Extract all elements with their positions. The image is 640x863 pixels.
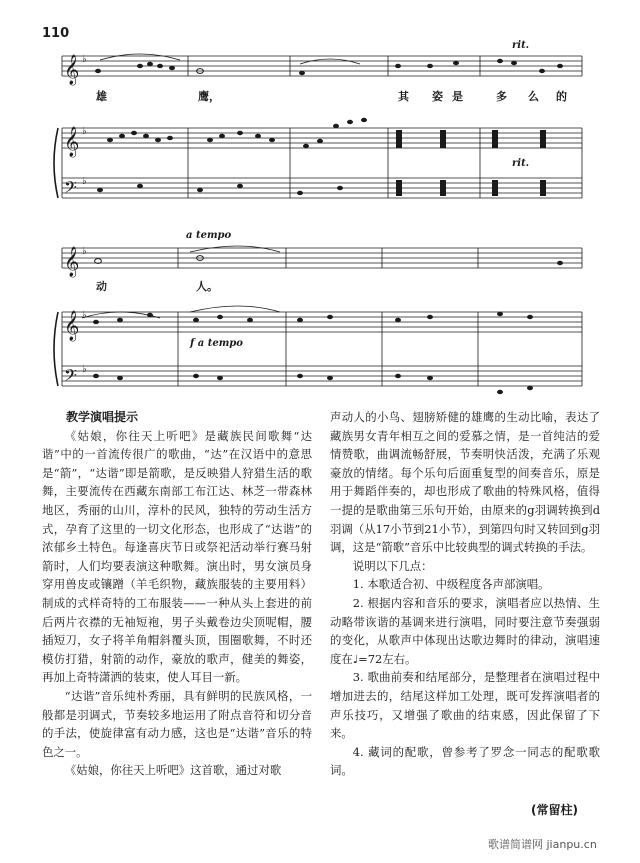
lyric-word: 是	[452, 90, 463, 103]
point-item: 4. 藏词的配歌，曾参考了罗念一同志的配歌歌词。	[330, 744, 600, 778]
lyric-word: 雄	[96, 90, 107, 103]
svg-text:𝄞: 𝄞	[64, 311, 80, 341]
paragraph: 《姑娘，你往天上听吧》这首歌，通过对歌	[64, 763, 282, 778]
watermark: 歌谱简谱网 jianpu.cn	[488, 838, 597, 851]
point-item: 3. 歌曲前奏和结尾部分，是整理者在演唱过程中增加进去的，结尾这样加工处理，既可发挥演唱者的声乐技巧，又增强了歌曲的结束感，因此保留了下来。	[330, 670, 600, 741]
lyric-word: 其	[398, 90, 409, 103]
svg-text:♭: ♭	[82, 310, 87, 321]
music-score	[0, 0, 640, 400]
vocal-staff-2	[62, 248, 582, 268]
lyric-word: 鹰，	[198, 90, 220, 103]
svg-text:♭: ♭	[82, 246, 87, 257]
svg-text:𝄢: 𝄢	[64, 177, 77, 201]
piano-treble-staff-1	[62, 128, 582, 148]
paragraph: 《姑娘，你往天上听吧》是藏族民间歌舞“达谐”中的一首流传很广的歌曲，“达”在汉语中的意思是“箭”，“达谐”即是箭歌，是反映猎人狩猎生活的歌舞，主要流传在西藏东南部工布江达、林芝一带森林地区，秀丽的山川，淳朴的民风，独特的劳动生活方式，孕育了这里的一切文化形态，也形成了“达谐”的浓郁乡土特色。每逢喜庆节日或祭祀活动举行赛马射箭时，人们均要表演这种歌舞。演出时，男女演员身穿用兽皮或镶蹭（羊毛织物，藏族服装的主要用料）制成的式样奇特的工布服装——一种从头上套进的前后两片衣襟的无袖短袍，男子头戴卷边尖顶呢帽，腰插短刀，女子将羊角帽斜覆头顶，围圈歌舞，不时还模仿打猎，射箭的动作，豪放的歌声，健美的舞姿，再加上奇特潇洒的装束，使人耳目一新。	[42, 428, 312, 685]
svg-text:𝄞: 𝄞	[64, 55, 80, 85]
explain-label: 说明以下几点：	[352, 558, 433, 573]
svg-text:♭: ♭	[82, 126, 87, 137]
page-number: 110	[42, 26, 70, 41]
svg-text:𝄞: 𝄞	[64, 247, 80, 277]
piano-treble-staff-2	[62, 312, 582, 332]
point-text: 2. 根据内容和音乐的要求，演唱者应以热情、生动略带诙谐的基调来进行演唱，同时要注意节奏强弱的变化，从歌声中体现出达歌边舞时的律动，演唱速度在	[330, 595, 600, 666]
a-tempo-marking-vocal: a tempo	[186, 230, 232, 241]
point-item: 1. 本歌适合初、中级程度各声部演唱。	[352, 577, 550, 592]
rit-marking-piano: rit.	[512, 158, 530, 169]
lyric-word: 姿	[432, 90, 443, 103]
lyric-word: 多	[496, 90, 507, 103]
tempo-value: =72左右。	[358, 651, 417, 666]
a-tempo-marking-piano: f a tempo	[190, 338, 243, 349]
piano-bass-staff-2	[62, 312, 582, 386]
svg-text:𝄢: 𝄢	[64, 365, 77, 389]
svg-text:𝄞: 𝄞	[64, 127, 80, 157]
rit-marking-vocal: rit.	[512, 40, 530, 51]
lyric-word: 么	[528, 90, 539, 103]
quarter-note-icon: ♩	[352, 651, 359, 666]
lyric-word: 的	[556, 90, 567, 103]
lyric-word: 人。	[196, 280, 218, 293]
section-heading: 教学演唱提示	[66, 410, 139, 424]
paragraph: “达谐”音乐纯朴秀丽，具有鲜明的民族风格，一般都是羽调式，节奏较多地运用了附点音符和切分音的手法，使旋律富有动力感，这也是“达谐”音乐的特色之一。	[42, 688, 312, 759]
left-text-column	[42, 408, 312, 780]
lyric-word: 动	[96, 280, 107, 293]
right-text-column	[330, 408, 600, 780]
svg-text:♭: ♭	[82, 54, 87, 65]
svg-text:♭: ♭	[82, 364, 87, 375]
author-signature: (常留柱)	[531, 803, 578, 817]
svg-text:♭: ♭	[82, 176, 87, 187]
paragraph: 声动人的小鸟、翅膀矫健的雄鹰的生动比喻，表达了藏族男女青年相互之间的爱慕之情，是一首纯洁的爱情赞歌，曲调流畅舒展，节奏明快活泼，充满了乐观豪放的情绪。每个乐句后面重复型的间奏音乐，原是用于舞蹈伴奏的，却也形成了歌曲的特殊风格，值得一提的是歌曲第三乐句开始，由原来的g羽调转换到d羽调（从17小节到21小节），到第四句时又转回到g羽调，这是“箭歌”音乐中比较典型的调式转换的手法。	[330, 410, 600, 555]
point-item	[330, 594, 600, 668]
